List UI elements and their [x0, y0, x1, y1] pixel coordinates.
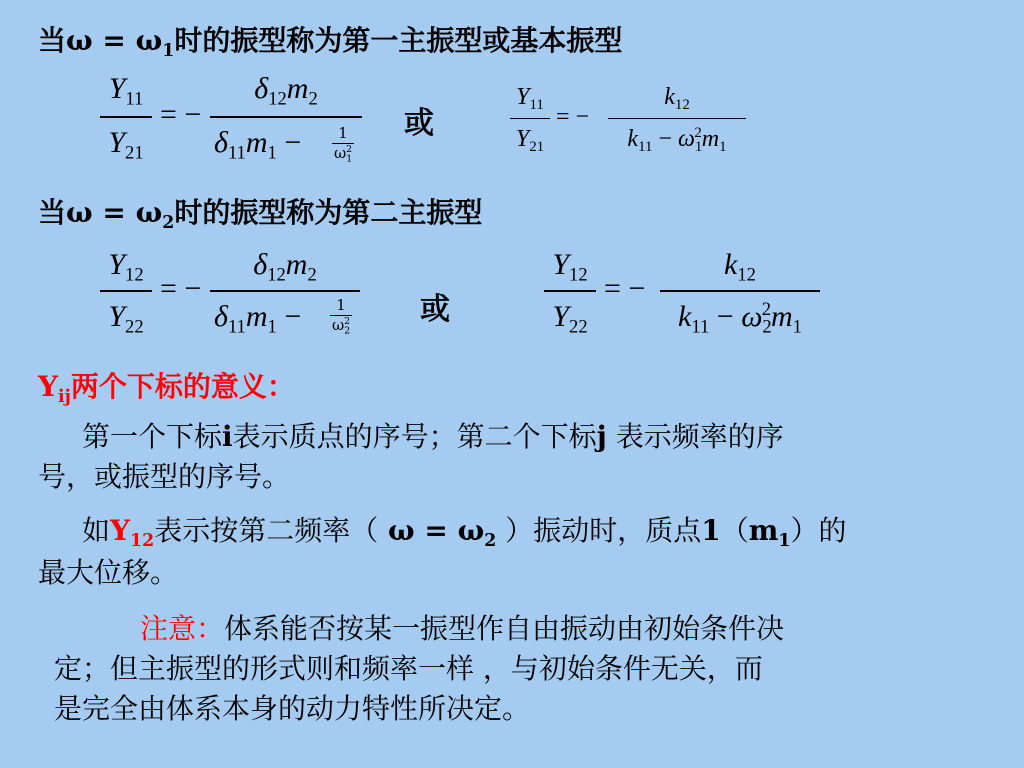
p2-omega-sub: 2 — [484, 531, 497, 552]
note-label: 注意： — [140, 612, 225, 645]
note-line-2: 定；但主振型的形式则和频率一样 ，与初始条件无关，而 — [54, 652, 763, 685]
paragraph-1-line-1 — [82, 420, 784, 454]
stiff-fraction: $k_{12}$ $k_{11} - \omega_1^2m_1$ — [608, 84, 746, 164]
p1-index-i: i — [222, 420, 233, 453]
p1-text-a: 第一个下标 — [82, 420, 223, 453]
p2-paren-open: （ — [720, 514, 749, 547]
yij-title — [38, 370, 295, 408]
p2-y: Y — [110, 514, 131, 547]
or-label-1: 或 — [404, 106, 434, 141]
p2-y-sub: 12 — [130, 531, 155, 552]
p2-text-f: ）的 — [790, 514, 847, 547]
p1-index-j: j — [596, 420, 607, 453]
mode1-suffix: 时的振型称为第一主振型或基本振型 — [174, 24, 623, 57]
yij-text: 两个下标的意义： — [70, 370, 295, 403]
ratio-y11-y21: $Y_{11}$ $Y_{21}$ — [100, 72, 152, 172]
equals-minus: = − — [160, 98, 202, 131]
stiff-fraction-2: $k_{12}$ $k_{11} - \omega_2^2m_1$ — [660, 248, 820, 348]
note-line-1 — [140, 612, 784, 646]
flex-fraction-2: $\delta_{12}m_2$ $\delta_{11}m_1$ − 1 $\omega_2^2$ — [210, 248, 360, 358]
yij-letter: Y — [38, 370, 58, 403]
note-text-1: 体系能否按某一振型作自由振动由初始条件决 — [224, 612, 785, 645]
or-label-2: 或 — [420, 292, 450, 327]
p1-text-b: 表示质点的序号；第二个下标 — [232, 420, 597, 453]
equals-minus-2: = − — [556, 104, 590, 130]
p2-text-b: 表示按第二频率（ — [154, 514, 379, 547]
mode2-omega: ω = ω — [66, 196, 163, 229]
p2-text-a: 如 — [82, 514, 111, 547]
paragraph-1-line-2: 号，或振型的序号。 — [38, 460, 291, 493]
note-line-3: 是完全由体系本身的动力特性所决定。 — [54, 692, 531, 725]
p2-m-sub: 1 — [778, 531, 791, 552]
p2-text-c: ）振动时，质点 — [496, 514, 702, 547]
p2-m: m — [748, 514, 779, 547]
equals-minus-3: = − — [160, 272, 202, 305]
ratio-y11-y21-stiff: $Y_{11}$ $Y_{21}$ — [510, 84, 550, 164]
paragraph-2-line-2: 最大位移。 — [38, 556, 179, 589]
p2-node-number: 1 — [701, 514, 721, 547]
p1-text-c: 表示频率的序 — [606, 420, 784, 453]
mode2-suffix: 时的振型称为第二主振型 — [174, 196, 483, 229]
mode2-prefix: 当 — [38, 196, 67, 229]
ratio-y12-y22-stiff: $Y_{12}$ $Y_{22}$ — [544, 248, 596, 348]
mode2-heading — [38, 196, 483, 234]
mode1-omega: ω = ω — [66, 24, 163, 57]
yij-sub: ij — [58, 387, 71, 408]
paragraph-2-line-1 — [82, 514, 847, 552]
flex-fraction: $\delta_{12}m_2$ $\delta_{11}m_1$ − 1 $\omega_1^2$ — [210, 72, 362, 182]
mode1-omega-sub: 1 — [162, 41, 175, 62]
mode1-heading — [38, 24, 623, 62]
mode1-prefix: 当 — [38, 24, 67, 57]
p2-omega: ω = ω — [378, 514, 485, 547]
mode2-omega-sub: 2 — [162, 213, 175, 234]
ratio-y12-y22: $Y_{12}$ $Y_{22}$ — [100, 248, 152, 348]
equals-minus-4: = − — [604, 272, 646, 305]
